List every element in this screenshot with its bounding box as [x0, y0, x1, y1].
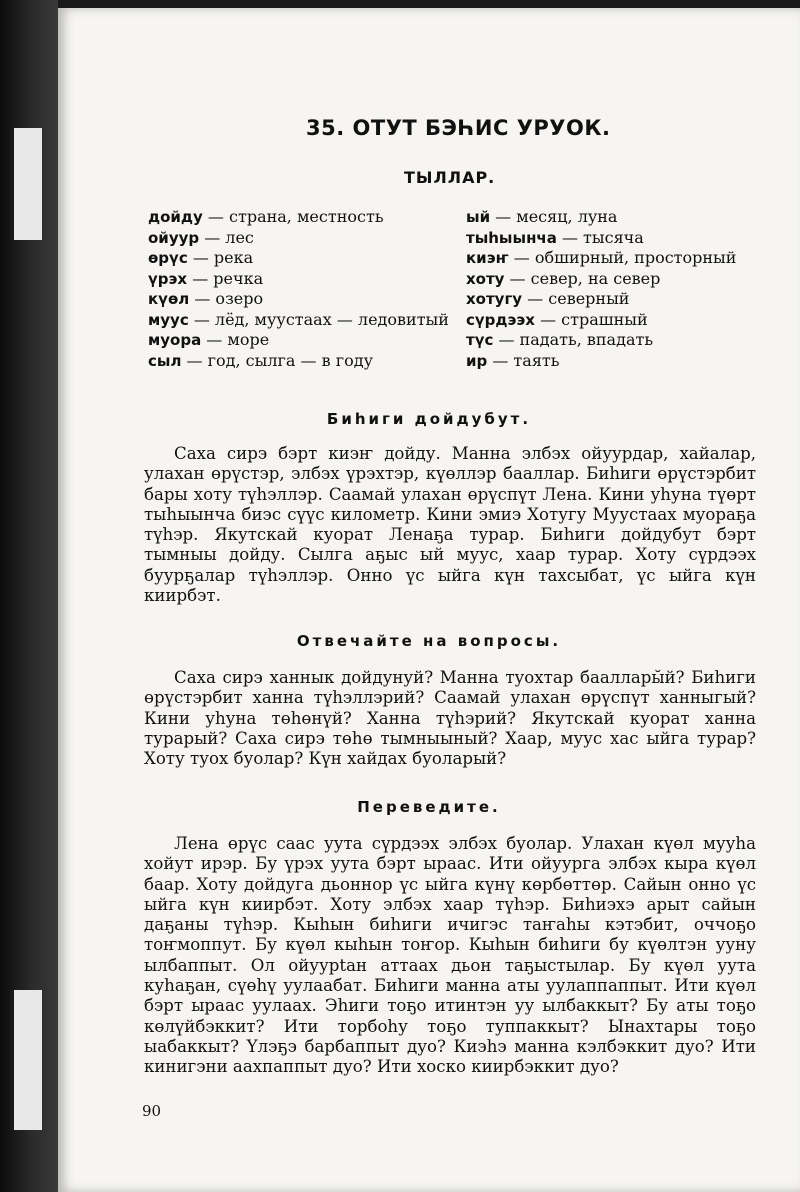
vocabulary-meaning: — месяц, луна: [495, 207, 618, 226]
vocabulary-meaning: — падать, впадать: [498, 330, 654, 349]
translate-title: Переведите.: [357, 798, 501, 816]
vocabulary-meaning: — море: [206, 330, 270, 349]
vocabulary-word: сыл: [148, 351, 182, 370]
vocabulary-word: тыһыынча: [466, 228, 557, 247]
vocabulary-entry: [466, 310, 796, 331]
vocabulary-word: ир: [466, 351, 488, 370]
vocabulary-right-column: [466, 207, 796, 371]
vocabulary-heading: ТЫЛЛАР.: [404, 168, 496, 187]
vocabulary-entry: [466, 289, 796, 310]
vocabulary-meaning: — тысяча: [561, 227, 644, 247]
vocabulary-word: дойду: [148, 208, 203, 226]
vocabulary-word: күөл: [148, 290, 190, 308]
vocabulary-entry: [148, 248, 458, 269]
lesson-title: 35. ОТУТ БЭҺИС УРУОК.: [306, 116, 611, 140]
reading-title: Биһиги дойдубут.: [326, 410, 532, 428]
vocabulary-word: киэҥ: [466, 249, 509, 267]
page-number: 90: [142, 1102, 162, 1120]
vocabulary-entry: [466, 207, 796, 228]
vocabulary-meaning: — река: [192, 248, 254, 267]
spine-mark: [14, 128, 42, 240]
vocabulary-meaning: — год, сылга — в году: [186, 350, 373, 370]
vocabulary-word: үрэх: [148, 269, 188, 288]
vocabulary-meaning: — речка: [192, 268, 264, 288]
reading-text: Саха сирэ бэрт киэҥ дойду. Манна элбэх ойуурдар, хайалар, улахан өрүстэр, элбэх үрэхтэр, күөллэр бааллар. Биһиги өрүстэрбит бары хоту түһэллэр. Саамай улахан өрүспүт Лена. Кини уһуна түөрт тыһыынча биэс сүүс километр. Кини эмиэ Хотугу Муустаах муораҕа түһэр. Якутскай куорат Ленаҕа турар. Биһиги дойдубут бэрт тымныы дойду. Сылга аҕыс ый муус, хаар турар. Хоту сүрдээх буурҕалар түһэллэр. Онно үс ыйга күн тахсыбат, үс ыйга күн киирбэт.: [144, 444, 756, 606]
vocabulary-meaning: — лес: [204, 227, 254, 247]
vocabulary-word: түс: [466, 331, 494, 349]
vocabulary-word: муора: [148, 331, 202, 349]
vocabulary-entry: [148, 351, 458, 372]
vocabulary-entry: [148, 228, 458, 249]
vocabulary-entry: [466, 248, 796, 269]
vocabulary-meaning: — страшный: [540, 309, 648, 329]
vocabulary-meaning: — лёд, муустаах — ледовитый: [193, 309, 449, 329]
questions-text: Саха сирэ ханнык дойдунуй? Манна туохтар бааллары̆й? Биһиги өрүстэрбит ханна түһэллэрий? Саамай улахан өрүспүт ханныгый? Кини уһуна төһөнүй? Ханна түһэрий? Якутскай куорат ханна турарый? Саха сирэ төһө тымныыный? Хаар, муус хас ыйга турар? Хоту туох буолар? Күн хайдах буоларый?: [144, 668, 756, 769]
vocabulary-word: муус: [148, 310, 189, 329]
vocabulary-entry: [148, 310, 458, 331]
questions-title: Отвечайте на вопросы.: [296, 632, 562, 650]
vocabulary-meaning: — страна, местность: [207, 207, 384, 226]
translate-text: Лена өрүс саас уута сүрдээх элбэх буолар. Улахан күөл мууһа хойут ирэр. Бу үрэх уута бэрт ыраас. Ити ойуурга элбэх кыра күөл баар. Хоту дойдуга дьоннор үс ыйга күнү көрбөттөр. Сайын онно үс ыйга күн киирбэт. Хоту элбэх хаар түһэр. Биһиэхэ арыт сайын даҕаны түһэр. Кыһын биһиги ичигэс таҥаһы кэтэбит, оччоҕо тоҥмоппут. Бу күөл кыһын тоҥор. Кыһын биһиги бу күөлтэн ууну ылбаппыт. Ол ойуурtан аттаах дьон таҕыстылар. Бу күөл уута куһаҕан, сүөһү уулаабат. Биһиги манна аты уулаппаппыт. Ити күөл бэрт ыраас уулаах. Эһиги тоҕо итинтэн уу ылбаккыт? Бу аты тоҕо көлүйбэккит? Ити торбоһу тоҕо туппаккыт? Ынахтары тоҕо ыабаккыт? Үлэҕэ барбаппыт дуо? Киэһэ манна кэлбэккит дуо? Ити кинигэни аахпаппыт дуо? Ити хоско киирбэккит дуо?: [144, 834, 756, 1077]
book-page: [58, 8, 800, 1192]
vocabulary-left-column: [148, 207, 458, 371]
vocabulary-word: өрүс: [148, 249, 188, 267]
vocabulary-word: сүрдээх: [466, 310, 535, 329]
vocabulary-word: хотугу: [466, 290, 523, 308]
vocabulary-entry: [466, 330, 796, 351]
book-spine: [0, 0, 58, 1192]
vocabulary-entry: [148, 207, 458, 228]
vocabulary-meaning: — северный: [527, 289, 630, 308]
spine-mark: [14, 990, 42, 1130]
vocabulary-word: ый: [466, 208, 491, 226]
vocabulary-word: хоту: [466, 269, 505, 288]
vocabulary-entry: [466, 228, 796, 249]
vocabulary-meaning: — север, на север: [509, 268, 661, 288]
vocabulary-entry: [148, 330, 458, 351]
vocabulary-meaning: — таять: [492, 350, 560, 370]
vocabulary-word: ойуур: [148, 228, 200, 247]
vocabulary-meaning: — обширный, просторный: [513, 248, 737, 267]
vocabulary-meaning: — озеро: [194, 289, 264, 308]
vocabulary-entry: [148, 269, 458, 290]
vocabulary-entry: [466, 351, 796, 372]
vocabulary-entry: [148, 289, 458, 310]
vocabulary-entry: [466, 269, 796, 290]
